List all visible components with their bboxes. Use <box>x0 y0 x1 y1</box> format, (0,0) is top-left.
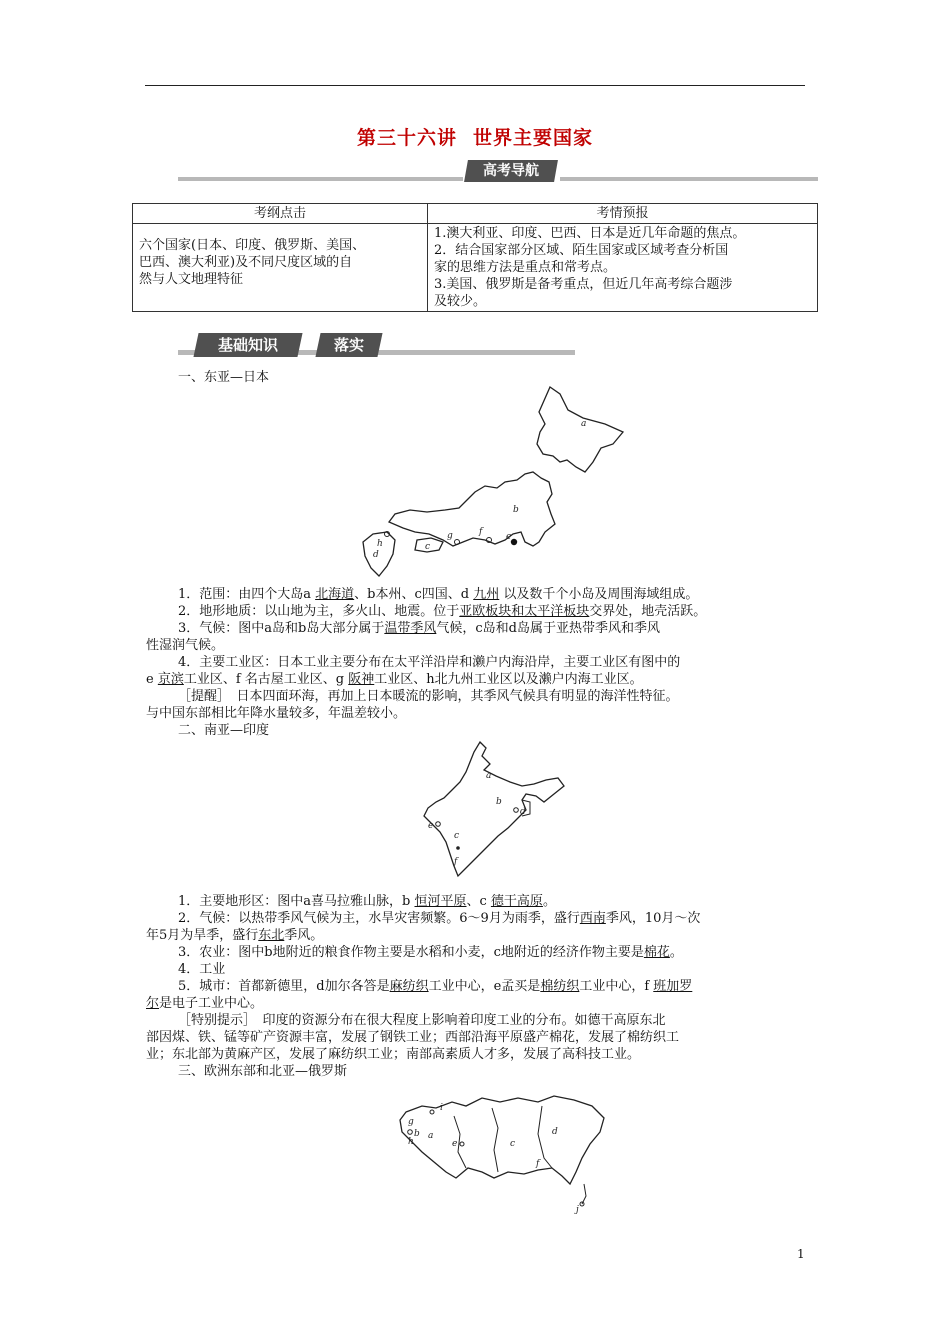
map-label-b: b <box>414 1129 420 1139</box>
sakhalin-outline <box>582 1184 586 1204</box>
map-label-f: f <box>536 1159 540 1169</box>
india-map <box>418 738 568 888</box>
text-run: 。 <box>542 894 556 909</box>
outline-line: 巴西、澳大利亚)及不同尺度区域的自 <box>139 255 353 270</box>
table-cell-outline <box>133 224 428 312</box>
japan-industry: 4．主要工业区：日本工业主要分布在太平洋沿岸和濑户内海沿岸，主要工业区有图中的 <box>178 655 681 670</box>
answer-hokkaido: 北海道 <box>315 587 355 602</box>
page-number: 1 <box>797 1247 805 1261</box>
outline-line: 然与人文地理特征 <box>139 272 244 287</box>
map-label-a: a <box>486 771 492 781</box>
city-marker <box>436 822 441 827</box>
answer-jute-textile: 麻纺织 <box>389 979 429 994</box>
text-run: 以及数千个小岛及周围海域组成。 <box>499 587 699 602</box>
answer-hanshin: 阪神 <box>348 672 375 687</box>
title-topic: 世界主要国家 <box>473 127 594 149</box>
text-run: 季风，10月～次 <box>605 911 701 926</box>
answer-temperate-monsoon: 温带季风 <box>384 621 437 636</box>
answer-keihin: 京滨 <box>157 672 184 687</box>
text-run: 5．城市：首都新德里，d加尔各答是 <box>178 979 390 994</box>
header-rule <box>145 85 805 86</box>
section-label-basics <box>193 333 302 357</box>
japan-terrain <box>178 603 706 620</box>
map-label-e: e <box>506 532 512 542</box>
answer-bangalore: 班加罗 <box>653 979 693 994</box>
forecast-line: 家的思维方法是重点和常考点。 <box>434 260 617 275</box>
japan-tip: ［提醒］ 日本四面环海，再加上日本暖流的影响，其季风气候具有明显的海洋性特征。 <box>178 689 679 704</box>
title-lecture-number: 第三十六讲 <box>356 127 457 149</box>
banner-rule-left <box>178 177 463 181</box>
text-run: 2．气候：以热带季风气候为主，水旱灾害频繁。6～9月为雨季，盛行 <box>178 911 580 926</box>
answer-kyushu: 九州 <box>473 587 500 602</box>
india-climate-cont <box>146 927 323 944</box>
city-marker <box>408 1130 413 1135</box>
russia-heading: 三、欧洲东部和北亚—俄罗斯 <box>178 1064 348 1079</box>
india-tip-cont: 部因煤、铁、锰等矿产资源丰富，发展了钢铁工业；西部沿海平原盛产棉花，发展了棉纺织工 <box>146 1030 680 1045</box>
text-run: 交界处，地壳活跃。 <box>589 604 707 619</box>
india-heading: 二、南亚—印度 <box>178 723 270 738</box>
table-header-outline: 考纲点击 <box>133 204 428 224</box>
japan-industry-cont <box>146 671 643 688</box>
text-run: 、b本州、c四国、d <box>354 587 474 602</box>
exam-guide-banner <box>464 160 558 182</box>
india-cities-cont <box>146 995 263 1012</box>
map-label-f: f <box>454 857 458 867</box>
india-outline <box>424 742 564 876</box>
text-run: 3．农业：图中b地附近的粮食作物主要是水稻和小麦，c地附近的经济作物主要是 <box>178 945 644 960</box>
text-run: 是电子工业中心。 <box>159 996 264 1011</box>
text-run: 年5月为旱季，盛行 <box>146 928 259 943</box>
india-landforms <box>178 893 556 910</box>
text-run: 季风。 <box>284 928 324 943</box>
japan-climate <box>178 620 660 637</box>
forecast-line: 及较少。 <box>434 294 487 309</box>
city-marker <box>511 539 517 545</box>
answer-deccan-plateau: 德干高原 <box>490 894 543 909</box>
answer-northeast: 东北 <box>258 928 285 943</box>
answer-plates: 亚欧板块和太平洋板块 <box>459 604 590 619</box>
text-run: 气候，c岛和d岛属于亚热带季风和季风 <box>436 621 660 636</box>
map-label-h: h <box>377 539 383 549</box>
map-label-b: b <box>513 505 519 515</box>
text-run: 工业区、f 名古屋工业区、g <box>183 672 349 687</box>
text-run: 工业中心，f <box>579 979 654 994</box>
india-cities <box>178 978 692 995</box>
outline-line: 六个国家(日本、印度、俄罗斯、美国、 <box>139 238 366 253</box>
text-run: 3．气候：图中a岛和b岛大部分属于 <box>178 621 385 636</box>
russia-map <box>392 1088 614 1216</box>
text-run: 2．地形地质：以山地为主，多火山、地震。位于 <box>178 604 460 619</box>
answer-bangalore-cont: 尔 <box>146 996 160 1011</box>
map-label-e: e <box>452 1139 458 1149</box>
city-marker <box>460 1142 464 1146</box>
city-marker <box>514 808 519 813</box>
table-cell-forecast <box>428 224 818 312</box>
japan-heading: 一、东亚—日本 <box>178 370 270 385</box>
map-label-i: i <box>440 1103 443 1113</box>
map-label-a: a <box>581 419 587 429</box>
city-marker <box>456 846 460 850</box>
map-label-b: b <box>496 797 502 807</box>
text-run: 1．主要地形区：图中a喜马拉雅山脉，b <box>178 894 415 909</box>
japan-range <box>178 586 698 603</box>
india-climate <box>178 910 700 927</box>
page-title <box>0 123 950 150</box>
map-label-a: a <box>428 1131 434 1141</box>
answer-cotton-textile: 棉纺织 <box>540 979 580 994</box>
hokkaido-outline <box>537 387 623 472</box>
map-label-j: j <box>576 1205 579 1215</box>
map-label-c: c <box>425 542 431 552</box>
text-run: 。 <box>669 945 683 960</box>
text-run: e <box>146 672 158 687</box>
india-industry: 4．工业 <box>178 962 226 977</box>
forecast-line: 3.美国、俄罗斯是备考重点，但近几年高考综合题涉 <box>434 277 733 292</box>
map-label-e: e <box>428 821 434 831</box>
honshu-outline <box>389 472 555 546</box>
answer-ganges-plain: 恒河平原 <box>414 894 467 909</box>
map-label-c: c <box>454 831 460 841</box>
text-run: 1．范围：由四个大岛a <box>178 587 316 602</box>
japan-climate-cont: 性湿润气候。 <box>146 638 225 653</box>
map-label-f: f <box>479 527 483 537</box>
map-label-d: d <box>520 807 526 817</box>
text-run: 工业中心，e孟买是 <box>428 979 541 994</box>
exam-guide-banner-text: 高考导航 <box>483 163 539 179</box>
map-label-c: c <box>510 1139 516 1149</box>
text-run: 、c <box>466 894 491 909</box>
banner-rule-right <box>560 177 818 181</box>
japan-map <box>355 382 630 582</box>
india-tip-cont: 业；东北部为黄麻产区，发展了麻纺织工业；南部高素质人才多，发展了高科技工业。 <box>146 1047 641 1062</box>
map-label-d: d <box>373 550 379 560</box>
india-tip: ［特别提示］ 印度的资源分布在很大程度上影响着印度工业的分布。如德干高原东北 <box>178 1013 666 1028</box>
exam-outline-table <box>132 203 818 312</box>
japan-tip-cont: 与中国东部相比年降水量较多，年温差较小。 <box>146 706 407 721</box>
section-label-practice <box>315 333 382 357</box>
map-label-d: d <box>552 1127 558 1137</box>
text-run: 工业区、h北九州工业区以及濑户内海工业区。 <box>374 672 643 687</box>
answer-cotton: 棉花 <box>643 945 670 960</box>
map-label-g: g <box>447 531 453 541</box>
section-label-practice-text: 落实 <box>333 336 364 354</box>
map-label-h: h <box>408 1137 414 1147</box>
city-marker <box>430 1110 434 1114</box>
table-header-forecast: 考情预报 <box>428 204 818 224</box>
answer-southwest: 西南 <box>579 911 606 926</box>
section-label-basics-text: 基础知识 <box>217 336 278 354</box>
forecast-line: 1.澳大利亚、印度、巴西、日本是近几年命题的焦点。 <box>434 226 746 241</box>
forecast-line: 2．结合国家部分区域、陌生国家或区域考查分析国 <box>434 243 729 258</box>
india-agriculture <box>178 944 683 961</box>
map-label-g: g <box>408 1117 414 1127</box>
